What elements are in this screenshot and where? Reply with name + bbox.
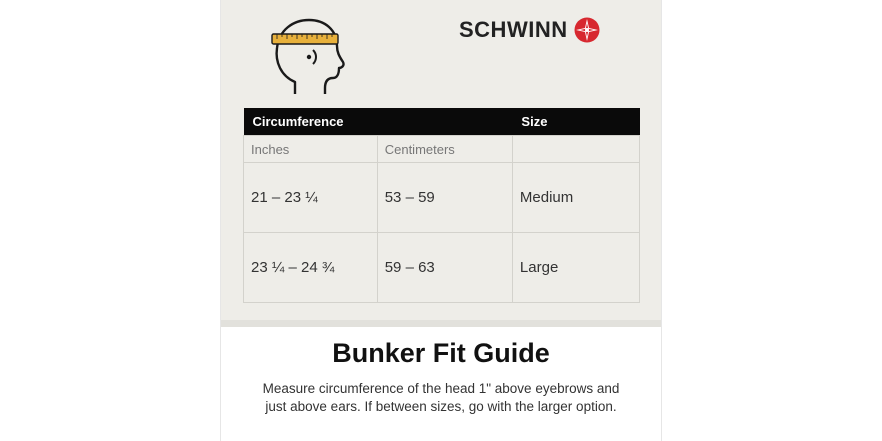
table-header-row — [244, 108, 640, 136]
cell-centimeters: 59 – 63 — [377, 233, 512, 303]
section-divider — [221, 320, 661, 327]
table-row — [244, 233, 640, 303]
size-table — [243, 108, 640, 303]
cell-size: Large — [512, 233, 639, 303]
guide-title: Bunker Fit Guide — [332, 338, 550, 368]
cell-inches: 23 ¼ – 24 ¾ — [244, 233, 378, 303]
schwinn-logo — [459, 16, 600, 44]
brand-name: SCHWINN — [459, 17, 568, 42]
table-row — [244, 163, 640, 233]
fit-guide-card — [220, 0, 662, 441]
subheader-inches: Inches — [244, 136, 378, 163]
header-size: Size — [512, 108, 639, 136]
size-chart-panel — [221, 0, 661, 320]
header-circumference: Circumference — [244, 108, 513, 136]
table-subheader-row — [244, 136, 640, 163]
schwinn-star-icon — [574, 17, 600, 43]
head-measure-icon — [267, 10, 347, 100]
guide-description: Measure circumference of the head 1" above eyebrows and just above ears. If between sizes, go with the larger option. — [262, 381, 620, 414]
cell-centimeters: 53 – 59 — [377, 163, 512, 233]
subheader-empty — [512, 136, 639, 163]
cell-size: Medium — [512, 163, 639, 233]
cell-inches: 21 – 23 ¼ — [244, 163, 378, 233]
subheader-centimeters: Centimeters — [377, 136, 512, 163]
